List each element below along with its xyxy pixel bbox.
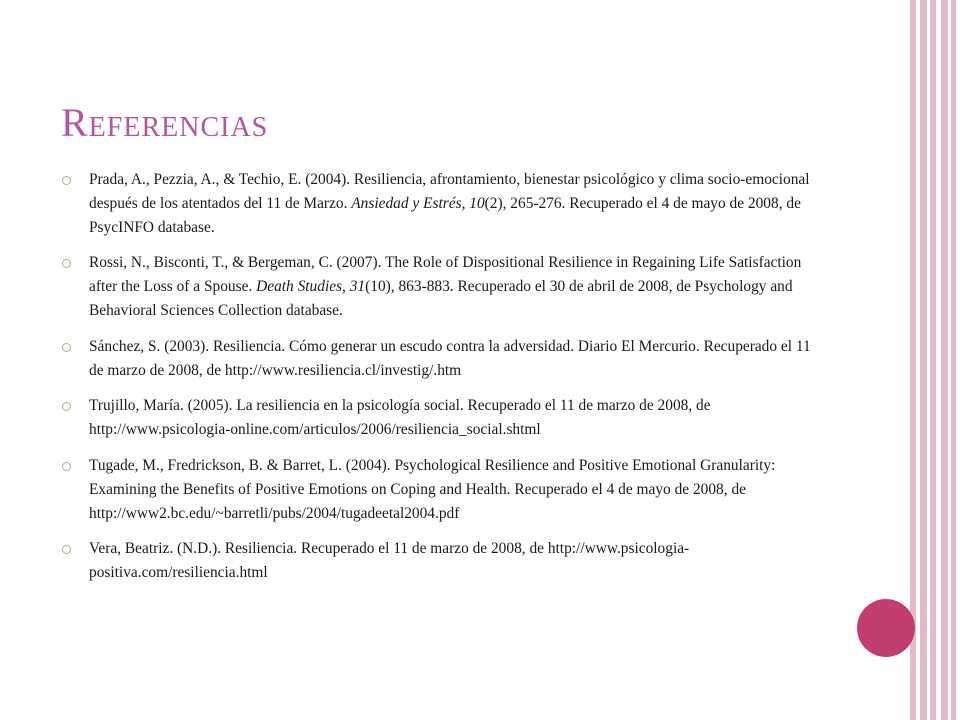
reference-item [62, 454, 822, 525]
circle-bullet-icon [62, 545, 71, 554]
reference-text [89, 537, 822, 585]
reference-text-main: Tugade, M., Fredrickson, B. & Barret, L. (2004). Psychological Resilience and Positive Emotional Granularity: Examining the Benefits of Positive Emotions on Coping and Health. Recuperado el 4 de mayo de 2008, de http://www2.bc.edu/~barretli/pubs/2004/tugadeetal2004.pdf [89, 456, 776, 522]
reference-list [62, 168, 822, 597]
reference-item [62, 537, 822, 585]
circle-bullet-icon [62, 259, 71, 268]
slide-title: Referencias [61, 100, 269, 145]
reference-text [89, 168, 822, 239]
reference-text [89, 251, 822, 322]
reference-journal: Death Studies, 31 [256, 278, 366, 296]
accent-circle-icon [857, 599, 915, 657]
circle-bullet-icon [62, 402, 71, 411]
reference-text-main: Sánchez, S. (2003). Resiliencia. Cómo generar un escudo contra la adversidad. Diario El Mercurio. Recuperado el 11 de marzo de 2008, de http://www.resiliencia.cl/investig/.htm [89, 337, 811, 379]
stripe-line [936, 0, 941, 720]
circle-bullet-icon [62, 343, 71, 352]
stripe-line [927, 0, 930, 720]
stripe-line [916, 0, 920, 720]
reference-item [62, 394, 822, 442]
reference-item [62, 168, 822, 239]
reference-text [89, 454, 822, 525]
decorative-stripes [910, 0, 960, 720]
reference-text [89, 335, 822, 383]
reference-journal: Ansiedad y Estrés, 10 [351, 194, 485, 212]
reference-text-main: Rossi, N., Bisconti, T., & Bergeman, C. (2007). The Role of Dispositional Resilience in Regaining Life Satisfaction after the Loss of a Spouse. [89, 254, 802, 296]
circle-bullet-icon [62, 176, 71, 185]
reference-item [62, 335, 822, 383]
reference-text [89, 394, 822, 442]
stripe-line [956, 0, 960, 720]
reference-item [62, 251, 822, 322]
reference-text-main: Trujillo, María. (2005). La resiliencia en la psicología social. Recuperado el 11 de marzo de 2008, de http://www.psicologia-online.com/articulos/2006/resiliencia_social.shtml [89, 397, 711, 439]
reference-text-tail: (2), 265-276. Recuperado el 4 de mayo de 2008, de PsycINFO database. [89, 194, 801, 236]
reference-text-main: Vera, Beatriz. (N.D.). Resiliencia. Recuperado el 11 de marzo de 2008, de http://www.psicologia-positiva.com/resiliencia.html [89, 540, 690, 582]
reference-text-tail: (10), 863-883. Recuperado el 30 de abril de 2008, de Psychology and Behavioral Sciences Collection database. [89, 278, 793, 319]
circle-bullet-icon [62, 462, 71, 471]
stripe-line [948, 0, 951, 720]
reference-text-main: Prada, A., Pezzia, A., & Techio, E. (2004). Resiliencia, afrontamiento, bienestar psicológico y clima socio-emocional después de los atentados del 11 de Marzo. [89, 171, 810, 212]
